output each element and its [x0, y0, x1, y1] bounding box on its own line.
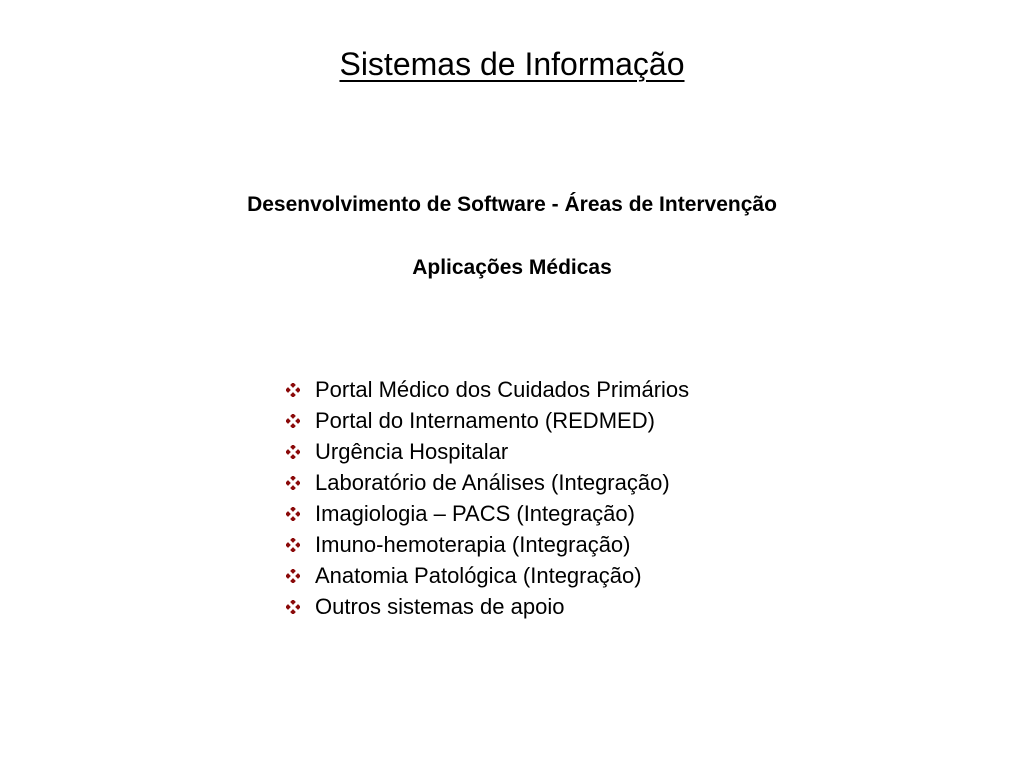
diamond-dots-icon: [286, 507, 300, 521]
list-item-label: Portal Médico dos Cuidados Primários: [315, 377, 690, 402]
list-item: [286, 560, 846, 591]
subtitle: Desenvolvimento de Software - Áreas de Intervenção: [247, 193, 777, 216]
list-item-label: Imagiologia – PACS (Integração): [315, 501, 635, 526]
application-list: [286, 374, 846, 622]
list-item-label: Urgência Hospitalar: [315, 439, 509, 464]
diamond-dots-icon: [286, 383, 300, 397]
slide-title: [0, 44, 1024, 84]
diamond-dots-icon: [286, 538, 300, 552]
list-item: [286, 591, 846, 622]
list-item-label: Laboratório de Análises (Integração): [315, 470, 670, 495]
slide-title-text: Sistemas de Informação: [339, 46, 685, 82]
diamond-dots-icon: [286, 569, 300, 583]
diamond-dots-icon: [286, 600, 300, 614]
list-item: [286, 405, 846, 436]
list-item-label: Imuno-hemoterapia (Integração): [315, 532, 631, 557]
list-item: [286, 529, 846, 560]
list-item-label: Portal do Internamento (REDMED): [315, 408, 655, 433]
diamond-dots-icon: [286, 445, 300, 459]
section-title: Aplicações Médicas: [412, 256, 612, 279]
diamond-dots-icon: [286, 414, 300, 428]
list-item-label: Anatomia Patológica (Integração): [315, 563, 642, 588]
list-item: [286, 467, 846, 498]
list-item-label: Outros sistemas de apoio: [315, 594, 565, 619]
diamond-dots-icon: [286, 476, 300, 490]
list-item: [286, 436, 846, 467]
list-item: [286, 374, 846, 405]
list-item: [286, 498, 846, 529]
